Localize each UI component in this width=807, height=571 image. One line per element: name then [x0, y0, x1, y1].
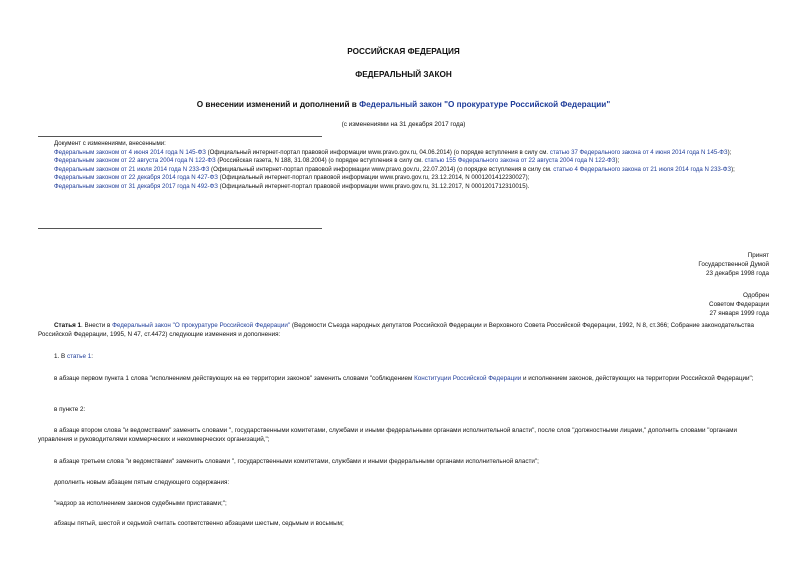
change-article-link[interactable]: статью 155 Федерального закона от 22 августа 2004 года N 122-ФЗ	[424, 157, 616, 165]
adoption-duma: Принят Государственной Думой 23 декабря 1998 года	[698, 252, 769, 277]
paragraph: абзацы пятый, шестой и седьмой считать соответственно абзацами шестым, седьмым и восьмым;	[54, 520, 344, 527]
changes-intro: Документ с изменениями, внесенными:	[54, 140, 166, 147]
article-law-link[interactable]: Федеральный закон "О прокуратуре Российской Федерации"	[112, 322, 291, 329]
revision-note: (с изменениями на 31 декабря 2017 года)	[341, 121, 466, 128]
paragraph: в абзаце третьем слова "и ведомствами" заменить словами ", государственными комитетами, службами и иными федеральными органами исполнительной власти";	[54, 458, 539, 465]
change-law-link[interactable]: Федеральным законом от 4 июня 2014 года N 145-ФЗ	[54, 148, 206, 156]
law-type-heading: ФЕДЕРАЛЬНЫЙ ЗАКОН	[355, 70, 452, 79]
paragraph: "надзор за исполнением законов судебными приставами;";	[54, 500, 227, 507]
change-law-link[interactable]: Федеральным законом от 22 августа 2004 года N 122-ФЗ	[54, 157, 216, 165]
top-divider	[38, 136, 322, 137]
law-title-link[interactable]: Федеральный закон "О прокуратуре Российской Федерации"	[359, 100, 611, 109]
change-law-link[interactable]: Федеральным законом от 22 декабря 2014 года N 427-ФЗ	[54, 174, 218, 182]
change-article-link[interactable]: статью 37 Федерального закона от 4 июня 2014 года N 145-ФЗ	[549, 148, 728, 156]
article-1-intro: Статья 1. Внести в Федеральный закон "О прокуратуре Российской Федерации" (Ведомости Съезда народных депутатов Российской Федерации и Верховного Совета Российской Федерации, 1992, N 8, ст.366; Собрание законодательства Российской Федерации, 1995, N 47, ст.4472) следующие изменения и дополнения:	[38, 322, 754, 338]
article-body	[38, 322, 770, 340]
change-law-link[interactable]: Федеральным законом от 21 июля 2014 года N 233-ФЗ	[54, 165, 210, 173]
law-title-prefix: О внесении изменений и дополнений в	[196, 100, 360, 109]
bottom-divider	[38, 228, 322, 229]
paragraph: дополнить новым абзацем пятым следующего содержания:	[54, 479, 230, 486]
change-article-link[interactable]: статью 4 Федерального закона от 21 июля 2014 года N 233-ФЗ	[553, 165, 732, 173]
paragraph: в пункте 2:	[54, 406, 86, 413]
article-1-link[interactable]: статье 1	[66, 353, 92, 360]
paragraph: в абзаце втором слова "и ведомствами" заменить словами ", государственными комитетами, службами и иными федеральными органами исполнительной власти", после слов "должностными лицами," дополнить словами "органами управления и руководителями коммерческих и некоммерческих организаций,";	[38, 427, 737, 443]
changes-block	[38, 140, 770, 192]
adoption-federation-council: Одобрен Советом Федерации 27 января 1999 года	[709, 292, 769, 317]
change-item: Федеральным законом от 4 июня 2014 года N 145-ФЗ (Официальный интернет-портал правовой информации www.pravo.gov.ru, 04.06.2014) (о порядке вступления в силу см. статью 37 Федерального закона от 4 июня 2014 года N 145-ФЗ);	[54, 148, 732, 156]
change-law-link[interactable]: Федеральным законом от 31 декабря 2017 года N 492-ФЗ	[54, 182, 218, 190]
change-item: Федеральным законом от 22 августа 2004 года N 122-ФЗ (Российская газета, N 188, 31.08.2004) (о порядке вступления в силу см. статью 155 Федерального закона от 22 августа 2004 года N 122-ФЗ);	[54, 157, 620, 165]
law-title	[0, 100, 807, 109]
change-item: Федеральным законом от 31 декабря 2017 года N 492-ФЗ (Официальный интернет-портал правовой информации www.pravo.gov.ru, 31.12.2017, N 0001201712310015).	[54, 182, 530, 190]
country-heading: РОССИЙСКАЯ ФЕДЕРАЦИЯ	[347, 47, 460, 56]
change-item: Федеральным законом от 21 июля 2014 года N 233-ФЗ (Официальный интернет-портал правовой информации www.pravo.gov.ru, 22.07.2014) (о порядке вступления в силу см. статью 4 Федерального закона от 21 июля 2014 года N 233-ФЗ);	[54, 165, 735, 173]
constitution-link[interactable]: Конституции Российской Федерации	[414, 375, 522, 382]
paragraph: в абзаце первом пункта 1 слова "исполнением действующих на ее территории законов" заменить словами "соблюдением Конституции Российской Федерации и исполнением законов, действующих на территории Российской Федерации";	[54, 375, 754, 382]
article-label: Статья 1	[54, 322, 82, 329]
paragraph: 1. В статье 1:	[54, 353, 93, 360]
change-item: Федеральным законом от 22 декабря 2014 года N 427-ФЗ (Официальный интернет-портал правовой информации www.pravo.gov.ru, 23.12.2014, N 0001201412230027);	[54, 174, 530, 182]
